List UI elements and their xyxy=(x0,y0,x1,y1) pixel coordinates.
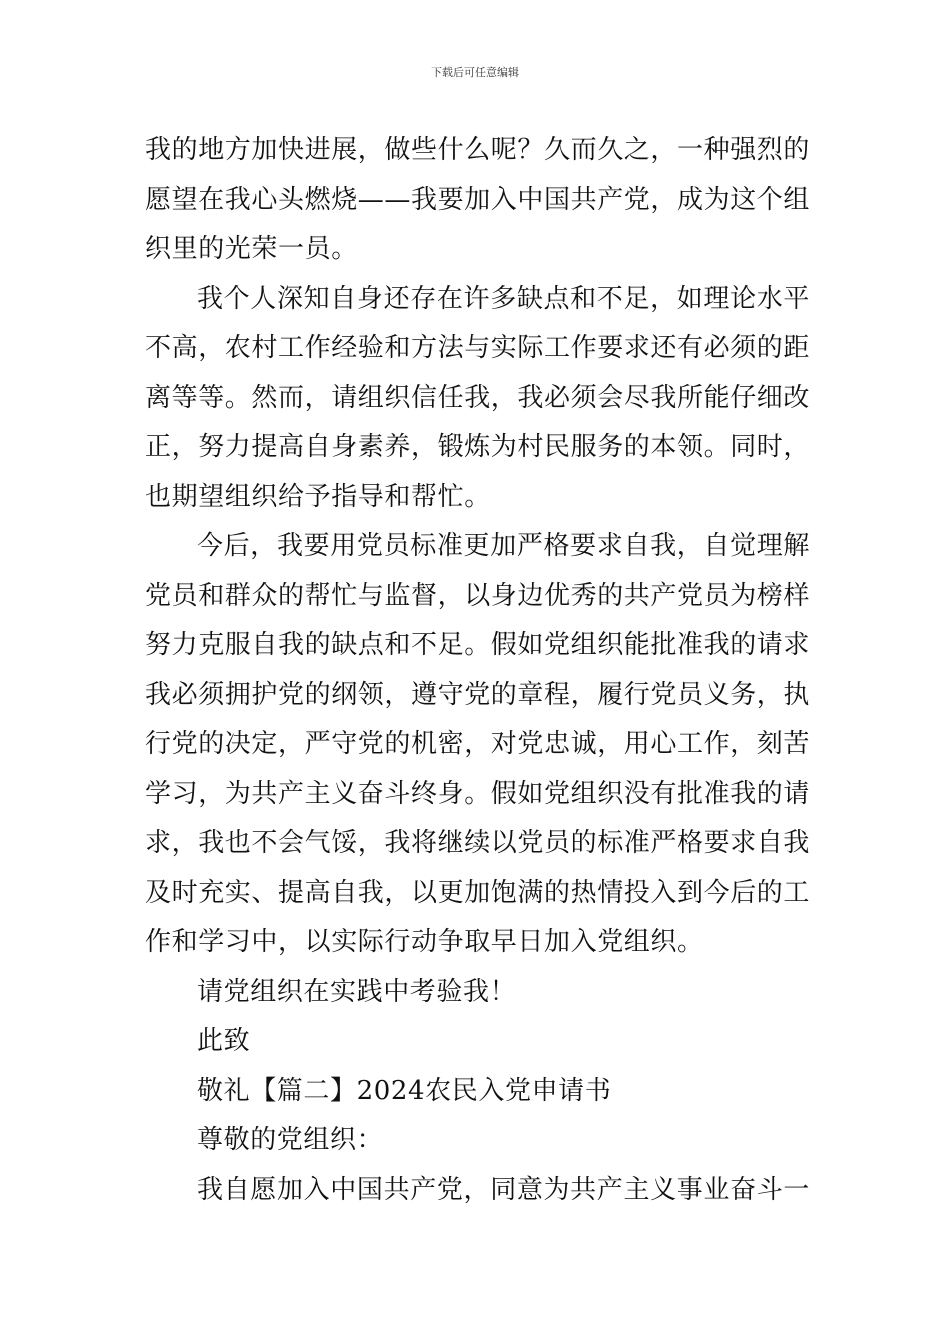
text-line: 也期望组织给予指导和帮忙。 xyxy=(145,481,491,512)
text-line: 我必须拥护党的纲领，遵守党的章程，履行党员义务，执 xyxy=(145,679,811,710)
text-line: 离等等。然而，请组织信任我，我必须会尽我所能仔细改 xyxy=(145,382,811,413)
text-line: 及时充实、提高自我，以更加饱满的热情投入到今后的工 xyxy=(145,877,811,908)
text-line: 求，我也不会气馁，我将继续以党员的标准严格要求自我 xyxy=(145,828,811,858)
paragraph-first-line: 我自愿加入中国共产党，同意为共产主义事业奋斗一 xyxy=(197,1174,810,1205)
addressee-line: 尊敬的党组织： xyxy=(197,1125,384,1155)
page-header: 下载后可任意编辑 xyxy=(431,66,519,79)
text-line: 愿望在我心头燃烧——我要加入中国共产党，成为这个组 xyxy=(145,184,811,215)
salutation-cizhi: 此致 xyxy=(197,1026,251,1056)
paragraph-first-line: 今后，我要用党员标准更加严格要求自我，自觉理解 xyxy=(197,531,810,561)
closing-request: 请党组织在实践中考验我！ xyxy=(197,976,517,1007)
text-line: 努力克服自我的缺点和不足。假如党组织能批准我的请求 xyxy=(145,630,811,660)
section-title-line: 敬礼【篇二】2024农民入党申请书 xyxy=(197,1075,612,1106)
text-line: 不高，农村工作经验和方法与实际工作要求还有必须的距 xyxy=(145,333,811,363)
text-line: 党员和群众的帮忙与监督，以身边优秀的共产党员为榜样 xyxy=(145,580,811,611)
text-line: 我的地方加快进展，做些什么呢？久而久之，一种强烈的 xyxy=(145,135,811,165)
paragraph-first-line: 我个人深知自身还存在许多缺点和不足，如理论水平 xyxy=(197,283,810,314)
text-line: 学习，为共产主义奋斗终身。假如党组织没有批准我的请 xyxy=(145,778,811,809)
text-line: 行党的决定，严守党的机密，对党忠诚，用心工作，刻苦 xyxy=(145,729,811,759)
document-body xyxy=(145,126,810,1215)
text-line: 正，努力提高自身素养，锻炼为村民服务的本领。同时， xyxy=(145,432,811,462)
text-line: 织里的光荣一员。 xyxy=(145,234,358,264)
text-line: 作和学习中，以实际行动争取早日加入党组织。 xyxy=(145,927,704,957)
